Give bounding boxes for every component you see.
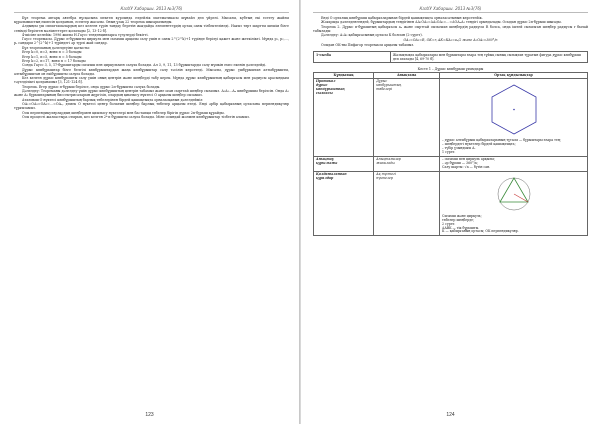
formula: ОА₁=ОА₂=R, ОК=r, АК=КА₂=aₙ/2 және А₁ОА₂=360°/n (403, 38, 498, 43)
concept-name: Протокол дұрыс көпбұрыштың сызбасы (314, 79, 374, 157)
paragraph: Аталмыш О нүктесі көпбұрыштың барлық төбелерінен бірдей қашықтықта орналасқанын дәлелдейміз: (22, 97, 204, 102)
column-header: Анықтама (374, 72, 440, 79)
table-caption: Кесте 1 – Дұрыс көпбұрыш ұғымдары (417, 66, 484, 71)
paragraph: Осыдан ОК-ны Пифагор теоремасы арқылы табамыз. (321, 43, 415, 48)
paragraph: Дәлелдеу: А₁А₂ қабырғасының ортасы К болсын (2-сурет). (321, 33, 423, 38)
running-head-right: КазҰУ Хабаршы. 2013 №3(76) (313, 6, 588, 13)
concept-definition: Ақ түстегі нүктелер (374, 171, 440, 236)
paragraph: 4-шісіне келейік: 1996 жылы Н.Гаусс тенденцияларға түзулерді бекітті. (22, 32, 149, 37)
paragraph: Бұл теореманың дәлелдеуіне қатысты: (22, 45, 90, 50)
concept-common: – сызғыш пен циркуль арқылы; – әр бұрыш — 360°/n; Салу шарты: √n — бүтін сан. (440, 157, 588, 172)
table-row (314, 171, 588, 236)
right-page-text (313, 16, 588, 48)
concept-name: Қолданылатын құралдар (314, 171, 374, 236)
definition-text: Жазықтықта қабырғалары мен бұрыштары өзара тең тұйық сынық сызықтан тұратын фигура дұрыс көпбұрыш деп аталады [4, 69-70 б]. (390, 51, 587, 62)
paragraph: Теорема 2. Дұрыс п-бұрыштың қабырғасы aₙ және сырттай сызылған шеңбердің радиусы R болса, онда іштей сызылған шеңбер радиусы r былай табылады: (313, 24, 588, 33)
concept-common: – дұрыс алтыбұрыш қабырғаларының тұтасы — бұрыштары өзара тең; – шеңбердегі нүктелер бірдей қашықтықта; – түбір ұзындығы А. 1 сурет. (440, 79, 588, 157)
paragraph: Енді О орталық көпбұрыш қабырғаларынан бірдей қашықтықта орналасатынын көрсетейік. (321, 16, 483, 20)
paragraph: Жоғарыда дәлелденгендей, бұрыштардың теңдігінен ΔА₁ОА₂=ΔА₂ОА₃=…=ΔОАₙА₁ теңдігі орындалады. Осыдан дұрыс 2п-бұрыш шығады. (321, 20, 562, 25)
concept-common: Сызғыш және циркуль; төбелер шеңберде; 2 сурет. ΔАВК — тік бұрышты. К — қабырғаның ортасы; ОК перпендикуляр. (440, 171, 588, 236)
running-head-left: КазҰУ Хабаршы. 2013 №3(76) (14, 6, 289, 13)
page-number-right: 124 (446, 412, 455, 418)
left-page-text (14, 16, 289, 119)
paragraph: Егер k=0, п=3, яғни п = 3 болады (22, 50, 82, 55)
paragraph: Осы процесті жалғастыра отырып, кез келген 2ᵏ·п бұрышты салуға болады. Міне осындай жолмен көпбұрыштар тізбегін аламыз. (22, 114, 250, 119)
right-page (300, 0, 600, 424)
hexagon-center (513, 109, 515, 111)
paragraph: Сонда Гаусс 3, 5, 17-бұрыштарды сызғыш пен циркульмен салуға болады. Ал 3, 9, 11, 13 бұрыштарды салу мүмкін емес екенін дәлелдейді. (22, 63, 267, 68)
paragraph: Дәлелдеу: Теореманы дәлелдеу үшін дұрыс көпбұрыштың центрін табамыз және оған сырттай шеңбер сызамыз. А₁А₂…Аₙ көпбұрышы берілсін. Онда А₁ және А₂ бұрыштарының биссектрисаларын жүргізіп, олардың қиылысу нүктесі О арқылы шеңбер сызамыз. (14, 89, 289, 98)
paragraph: Егер k=2, п=17, яғни п = 17 болады (22, 59, 86, 64)
hexagon-figure (484, 82, 544, 137)
definition-term: 1-сызба (314, 51, 391, 62)
triangle-figure (492, 175, 536, 213)
definition-table (313, 51, 588, 63)
paragraph: Егер k=1, п=5, яғни п = 5 болады (22, 54, 82, 59)
column-header: Ортақ құндылықтар (440, 72, 588, 79)
paragraph: Гаусс теоремасы. Дұрыс п-бұрышты циркуль мен сызғыш арқылы салу үшін п саны 2^(2^k)+1 түрінде берілуі қажет және жеткілікті. Мұнда p₁, p₂,…, pₛ сандары 2^(2^k)+1 түріндегі әр түрлі жай сандар. (14, 37, 289, 46)
table-row (314, 79, 588, 157)
paragraph: ОА₁=ОА₂=ОА₃=…=ОАₙ, демек О нүктесі центр болатын шеңбер барлық төбелер арқылы өтеді. Енді әрбір қабырғаның ортасына перпендикуляр тұрғызамыз. (14, 102, 289, 111)
paragraph: Кез келген дұрыс көпбұрышты салу үшін оның центрін және шеңберді табу керек. Мұнда дұрыс көпбұрыштың қабырғасы мен радиусы арасындағы тәуелділікті қолданамыз [3, 121-124 б]. (14, 76, 289, 85)
paragraph: Осы перпендикулярлардың шеңбермен қиылысу нүктелері мен бастапқы төбелер бірігіп дұрыс 2п-бұрыш құрайды. (22, 110, 225, 115)
page-number-left: 123 (145, 412, 154, 418)
concept-definition: Анықтамалар жазылады (374, 157, 440, 172)
paragraph: Бұл теорема автарқ автебра нұсқасына мектеп курсында елдейлік математикаcы шұнайл деп үйрелі. Мысалы, кубтың екі есетеу жайлы кұралымыстың екмесін қолданып, есептер жасалы. Оның ұзақ 22 теорема шығарылынды. (14, 16, 289, 25)
table-row (314, 157, 588, 172)
paragraph: Дұрыс көпбұрыштар бізге белгілі көпбұрыштардан жаңа көпбұрыштар салу тәсілін көрсетеді. Мысалы, дұрыс үшбұрыштан алтыбұрышты, алтыбұрыштан он екібұрышты салуға болады. (14, 67, 289, 76)
column-header: Құндылық (314, 72, 374, 79)
concept-definition: Дұрыс көпбұрыштың төбелері (374, 79, 440, 157)
paragraph: Теорема. Егер дұрыс п-бұрыш берілсе, онда дұрыс 2п-бұрышты салуға болады. (22, 84, 161, 89)
paragraph: Алдыңғы үш сипаттамалардың кез келген түрін таңдау беретін жағдайда элементтердің ортақ саны тізбектелінеді. Нағыз төрт шартты шешім бізге сенімді берілген мәліметтерге қосылады [2, 13-12 б]. (14, 24, 289, 33)
concept-table (313, 72, 588, 237)
concept-name: Анықтау құрылымы (314, 157, 374, 172)
